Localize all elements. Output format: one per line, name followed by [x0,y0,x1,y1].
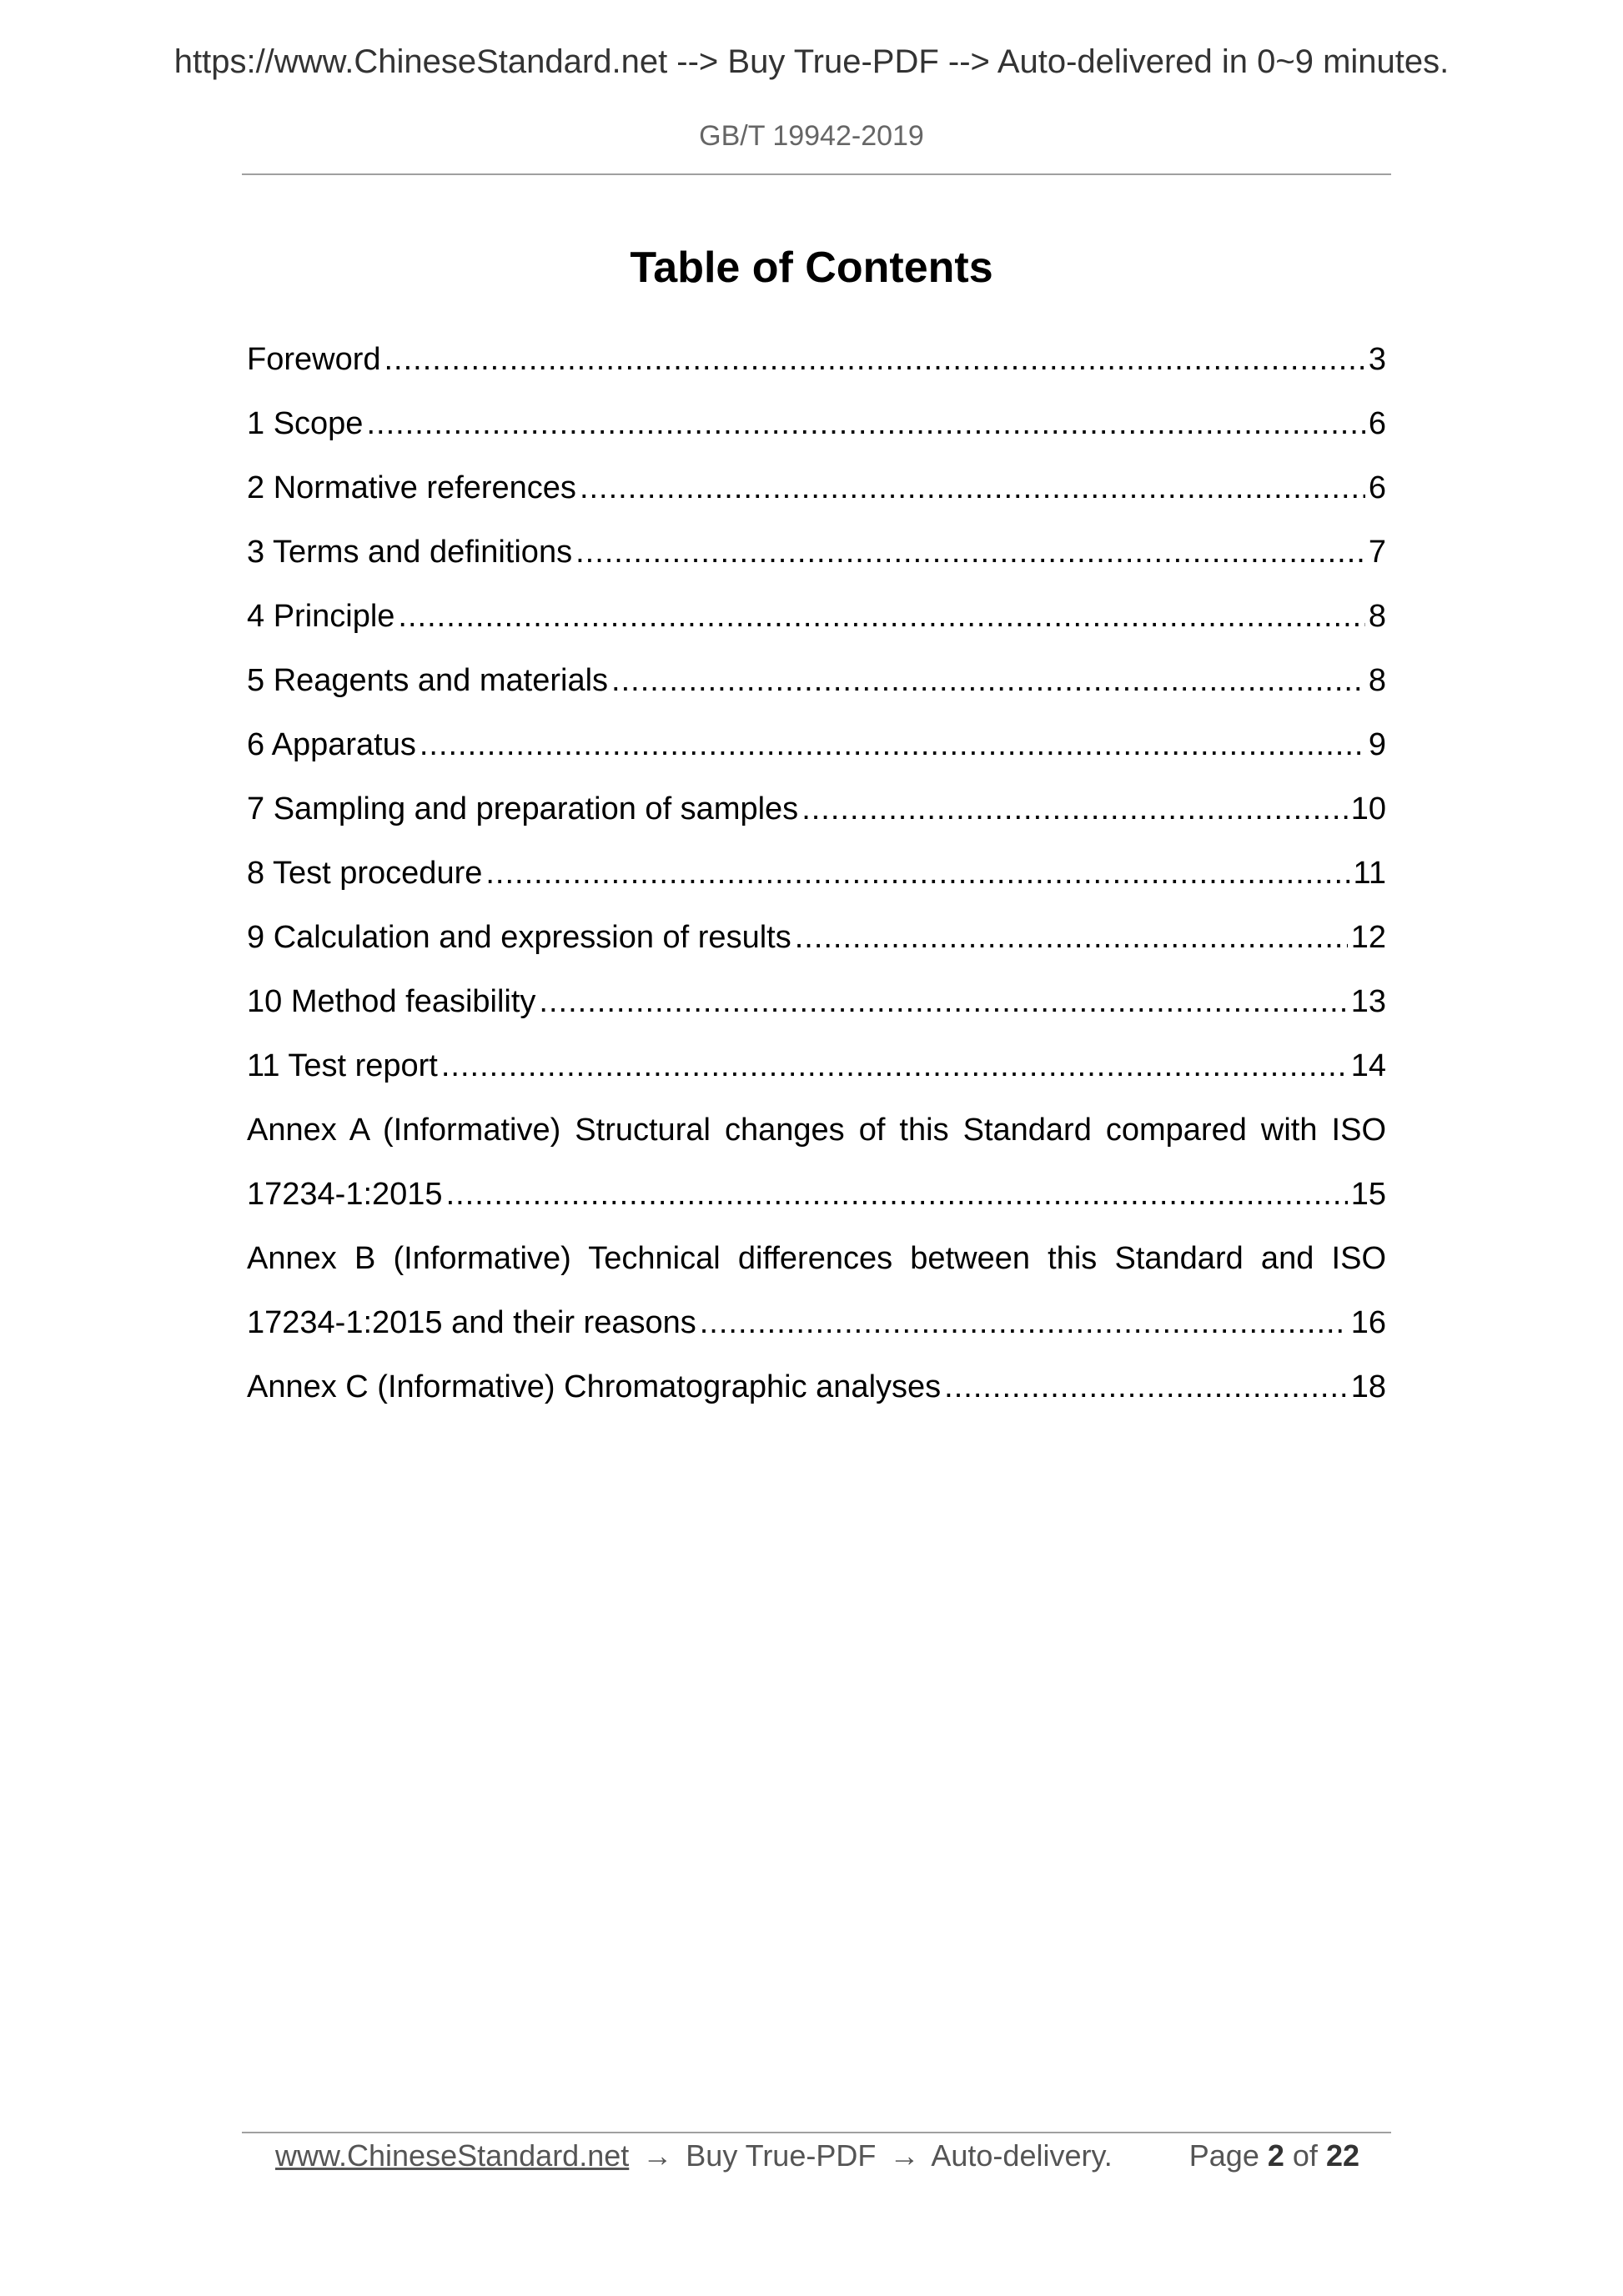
toc-dot-leader [384,341,1365,379]
footer-site-link[interactable]: www.ChineseStandard.net [275,2138,630,2173]
toc-entry-label: 17234-1:2015 and their reasons [247,1305,696,1340]
toc-dot-leader [446,1176,1348,1214]
toc-entry-page: 7 [1368,535,1386,570]
toc-entry-annex-b-line2[interactable] [247,1304,1386,1369]
toc-entry-page: 8 [1368,663,1386,698]
arrow-right-icon: → [642,2138,673,2173]
toc-entry-page: 8 [1368,599,1386,634]
toc-dot-leader [420,726,1365,765]
toc-dot-leader [485,855,1349,893]
page-total: 22 [1325,2138,1359,2173]
toc-entry-page: 18 [1350,1369,1386,1404]
toc-entry-page: 6 [1368,470,1386,505]
toc-entry-label: 3 Terms and definitions [247,535,573,570]
toc-dot-leader [795,919,1348,957]
page-word: Page [1188,2138,1259,2173]
footer-divider [242,2132,1391,2133]
toc-entry-label: 1 Scope [247,406,364,441]
toc-dot-leader [539,983,1347,1022]
toc-entry-label: Annex C (Informative) Chromatographic analyses [247,1369,942,1404]
toc-entry-page: 12 [1350,920,1386,955]
toc-dot-leader [580,470,1365,508]
toc-entry-foreword[interactable] [247,341,1386,405]
toc-dot-leader [611,662,1365,701]
toc-entry-page: 11 [1353,856,1386,891]
toc-entry-page: 10 [1350,791,1386,826]
document-code: GB/T 19942-2019 [699,120,924,152]
toc-entry-page: 6 [1368,406,1386,441]
toc-entry-label: 5 Reagents and materials [247,663,609,698]
toc-entry-test-procedure[interactable] [247,855,1386,919]
toc-entry-annex-a-line1[interactable] [247,1112,1386,1176]
toc-dot-leader [801,791,1348,829]
toc-entry-calculation[interactable] [247,919,1386,983]
toc-entry-label: 6 Apparatus [247,727,416,762]
toc-entry-principle[interactable] [247,598,1386,662]
toc-entry-label: Annex B (Informative) Technical differences between this Standard and ISO [247,1241,1386,1276]
toc-entry-label: Annex A (Informative) Structural changes of this Standard compared with ISO [247,1113,1386,1148]
toc-dot-leader [441,1048,1348,1086]
footer-buy-text: Buy True-PDF [686,2138,877,2173]
page-indicator [1189,2138,1359,2173]
toc-entry-label: 4 Principle [247,599,395,634]
toc-list [247,341,1386,1433]
footer-delivery-text: Auto-delivery. [931,2138,1113,2173]
toc-entry-label: Foreword [247,342,381,377]
toc-entry-annex-b-line1[interactable] [247,1240,1386,1304]
toc-entry-scope[interactable] [247,405,1386,470]
arrow-right-icon: → [889,2138,920,2173]
toc-dot-leader [366,405,1364,444]
toc-entry-reagents[interactable] [247,662,1386,726]
toc-entry-label: 17234-1:2015 [247,1177,443,1212]
toc-entry-page: 3 [1368,342,1386,377]
toc-dot-leader [700,1304,1348,1343]
toc-entry-label: 7 Sampling and preparation of samples [247,791,799,826]
toc-entry-label: 10 Method feasibility [247,984,536,1019]
toc-entry-label: 9 Calculation and expression of results [247,920,791,955]
toc-dot-leader [944,1369,1348,1407]
toc-entry-method-feasibility[interactable] [247,983,1386,1048]
toc-entry-apparatus[interactable] [247,726,1386,791]
toc-entry-page: 14 [1350,1048,1386,1083]
of-word: of [1292,2138,1318,2173]
page-current: 2 [1267,2138,1284,2173]
toc-entry-annex-a-line2[interactable] [247,1176,1386,1240]
footer [275,2138,1359,2173]
toc-entry-label: 2 Normative references [247,470,576,505]
toc-title: Table of Contents [630,244,993,292]
header-divider [242,173,1391,175]
top-banner[interactable]: https://www.ChineseStandard.net --> Buy True-PDF --> Auto-delivered in 0~9 minutes. [173,43,1450,80]
toc-dot-leader [398,598,1364,636]
toc-entry-page: 16 [1350,1305,1386,1340]
toc-entry-page: 13 [1350,984,1386,1019]
toc-entry-label: 11 Test report [247,1048,438,1083]
toc-entry-page: 9 [1368,727,1386,762]
toc-dot-leader [575,534,1365,572]
toc-entry-sampling[interactable] [247,791,1386,855]
toc-entry-annex-c[interactable] [247,1369,1386,1433]
toc-entry-label: 8 Test procedure [247,856,483,891]
toc-entry-test-report[interactable] [247,1048,1386,1112]
toc-entry-normative-references[interactable] [247,470,1386,534]
toc-entry-terms-definitions[interactable] [247,534,1386,598]
toc-entry-page: 15 [1350,1177,1386,1212]
